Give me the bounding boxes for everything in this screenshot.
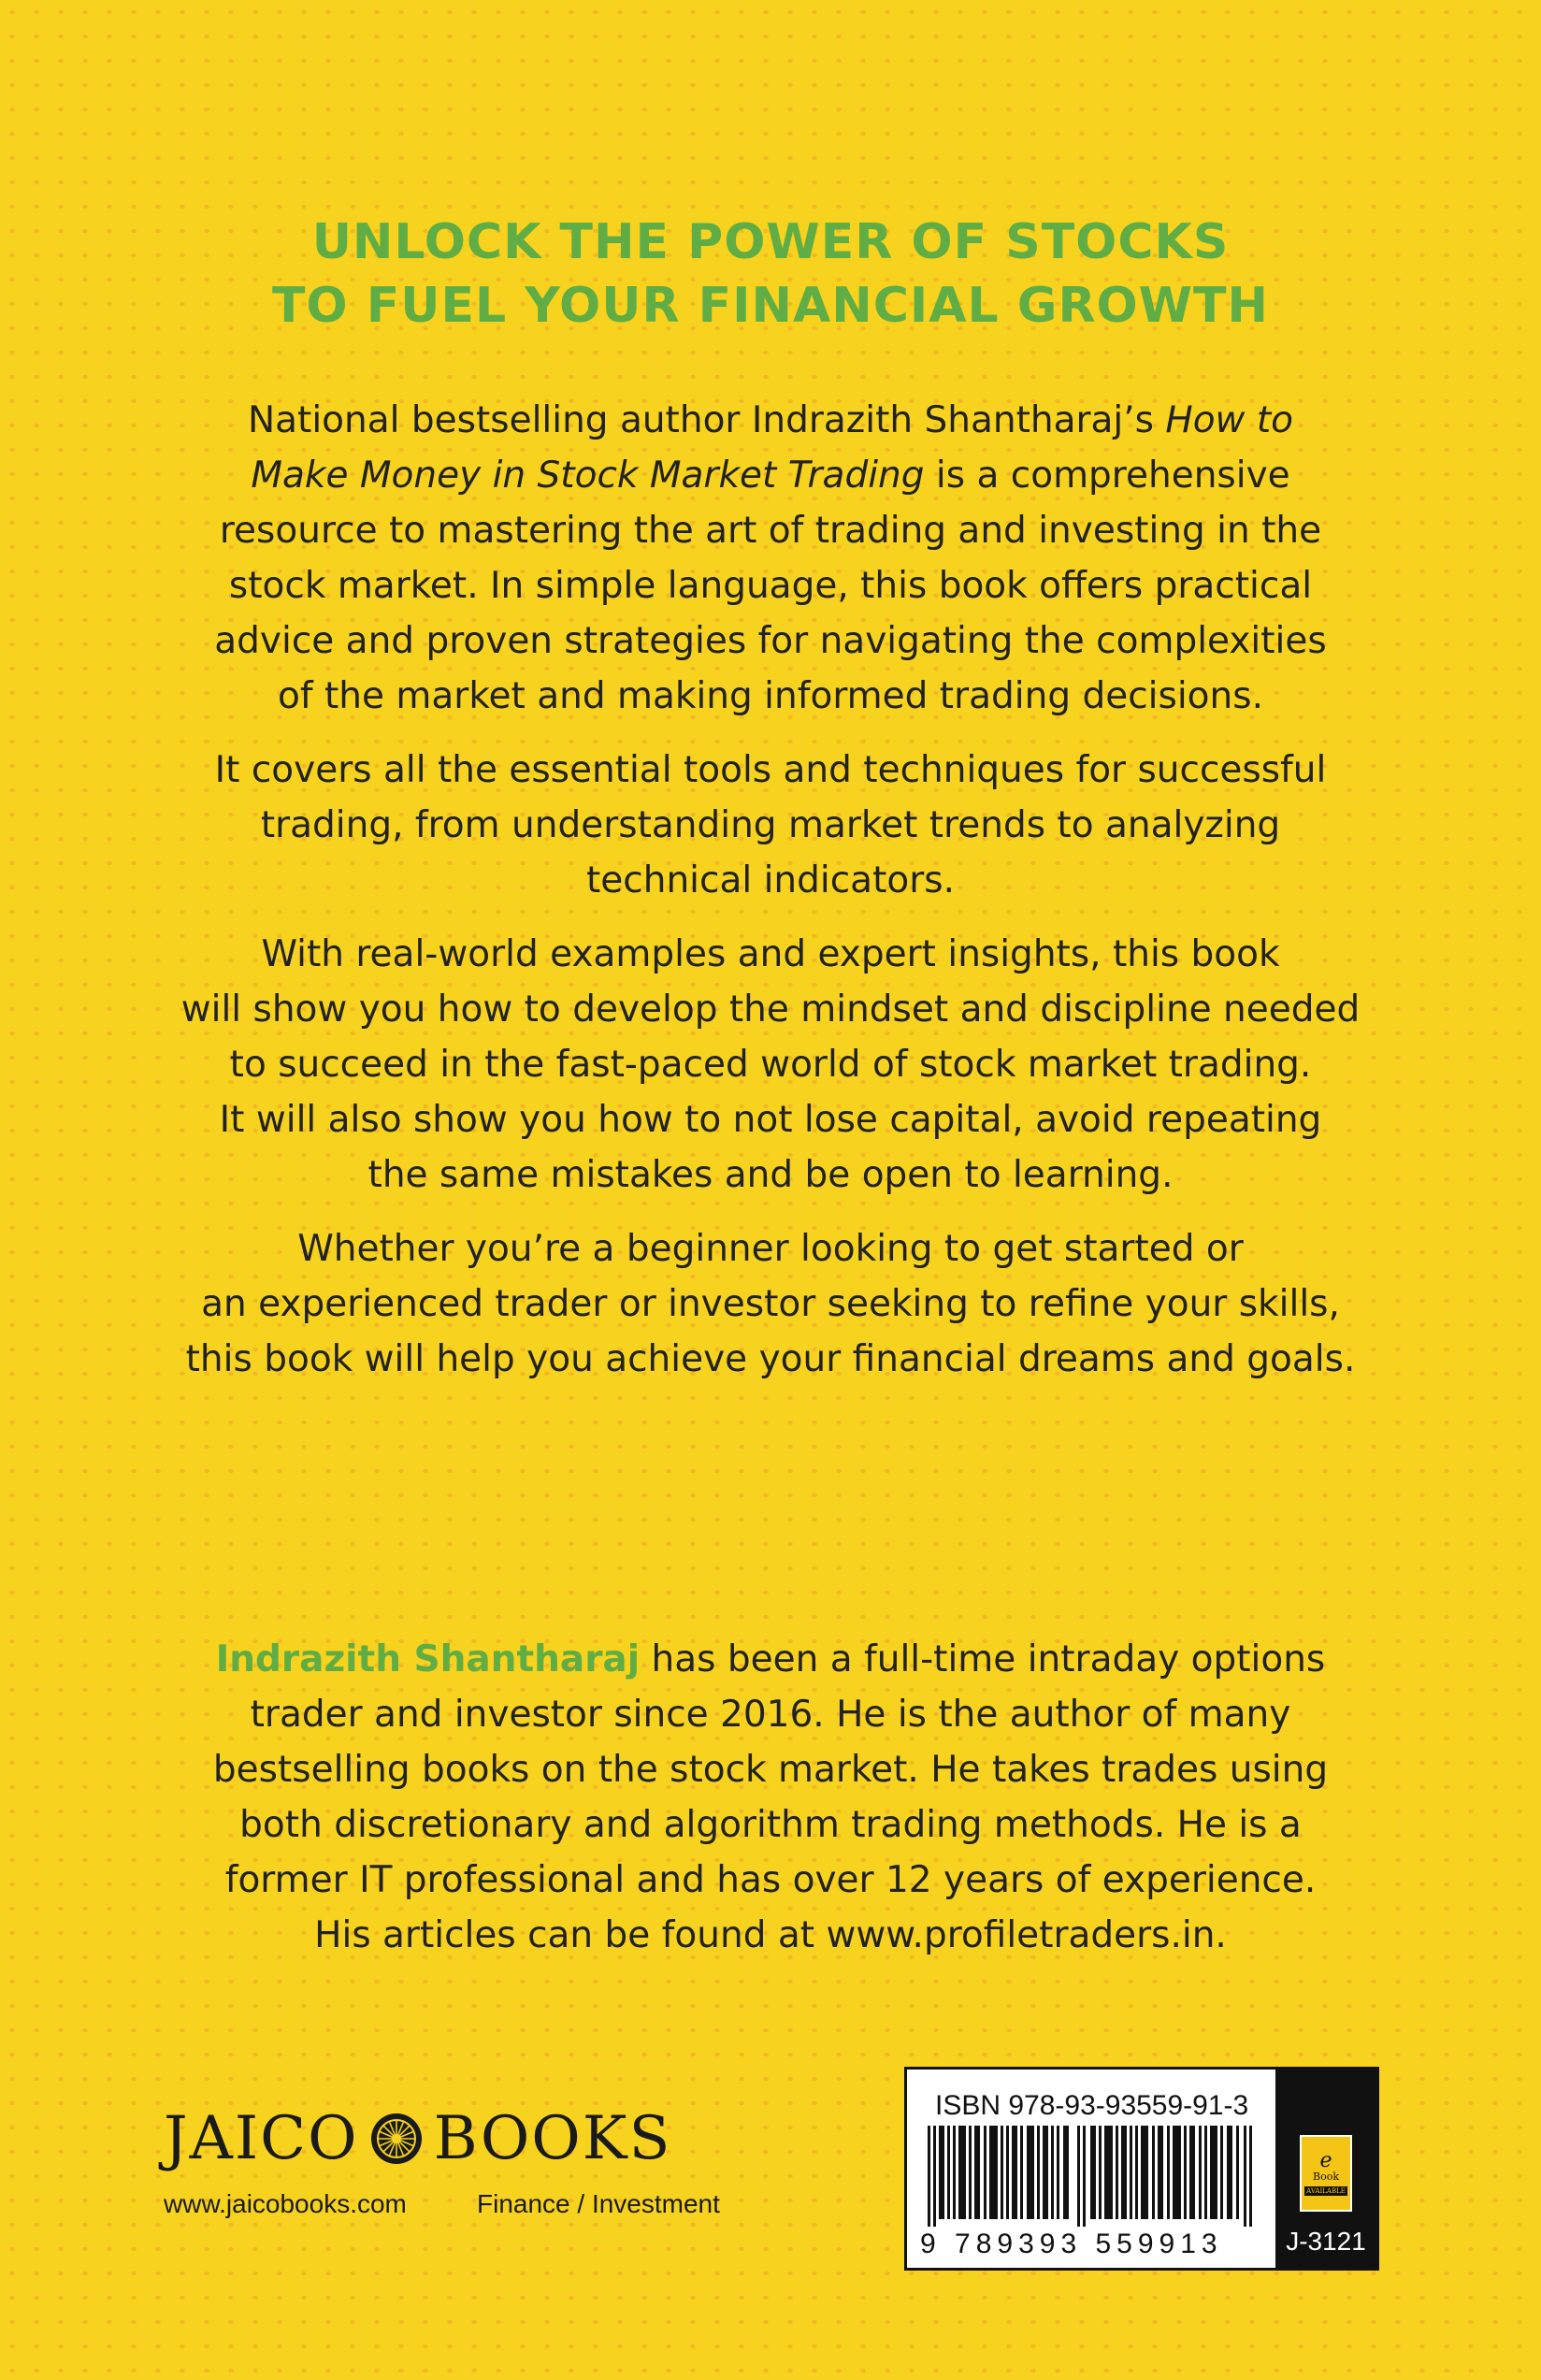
blurb-paragraph-3 — [140, 927, 1401, 1203]
blurb-line: Whether you’re a beginner looking to get started or — [297, 1228, 1244, 1270]
blurb-line: It will also show you how to not lose capital, avoid repeating — [219, 1099, 1322, 1141]
publisher-meta — [164, 2189, 762, 2219]
bio-line: both discretionary and algorithm trading methods. He is a — [239, 1804, 1302, 1846]
blurb-line: an experienced trader or investor seeking to refine your skills, — [201, 1283, 1340, 1325]
author-bio — [140, 1632, 1401, 1963]
blurb-line: trading, from understanding market trends to analyzing — [260, 804, 1281, 846]
blurb-line: With real-world examples and expert insights, this book — [261, 933, 1280, 975]
isbn-digits: 9 789393 559913 — [920, 2229, 1223, 2259]
blurb-text: is a comprehensive — [924, 454, 1290, 497]
publisher-website: www.jaicobooks.com — [164, 2189, 407, 2218]
ebook-badge-word: Book — [1313, 2171, 1339, 2183]
book-category: Finance / Investment — [477, 2189, 720, 2218]
blurb-line: this book will help you achieve your financial dreams and goals. — [185, 1338, 1356, 1380]
blurb-line: stock market. In simple language, this book offers practical — [228, 565, 1313, 607]
blurb-line: will show you how to develop the mindset and discipline needed — [180, 988, 1361, 1031]
blurb-paragraph-1 — [140, 393, 1401, 724]
headline — [0, 210, 1541, 338]
publisher-logo — [164, 2104, 762, 2173]
author-name: Indrazith Shantharaj — [215, 1638, 641, 1680]
blurb-line: advice and proven strategies for navigating the complexities — [214, 620, 1327, 662]
blurb-paragraph-4 — [140, 1221, 1401, 1387]
blurb-line: resource to mastering the art of trading and investing in the — [219, 510, 1322, 552]
barcode-icon — [928, 2126, 1255, 2227]
headline-line-2: TO FUEL YOUR FINANCIAL GROWTH — [271, 278, 1270, 334]
logo-word-left: JAICO — [164, 2104, 359, 2173]
book-title-italic: Make Money in Stock Market Trading — [251, 454, 925, 497]
blurb-line: to succeed in the fast-paced world of stock market trading. — [229, 1044, 1312, 1086]
code-tab — [1275, 2070, 1376, 2268]
logo-word-right: BOOKS — [433, 2104, 672, 2173]
blurb — [140, 393, 1401, 1406]
blurb-line: of the market and making informed trading decisions. — [278, 675, 1263, 717]
blurb-text: National bestselling author Indrazith Shantharaj’s — [247, 399, 1166, 441]
blurb-line: technical indicators. — [586, 859, 955, 902]
ebook-badge-letter: e — [1319, 2149, 1332, 2172]
blurb-line: the same mistakes and be open to learning. — [367, 1154, 1174, 1196]
bio-line: trader and investor since 2016. He is the author of many — [250, 1694, 1291, 1736]
ebook-badge-available: AVAILABLE — [1306, 2187, 1346, 2195]
blurb-line: It covers all the essential tools and techniques for successful — [214, 749, 1327, 791]
bio-text: has been a full-time intraday options — [640, 1638, 1326, 1680]
catalog-code: J-3121 — [1286, 2227, 1366, 2256]
book-title-italic: How to — [1165, 399, 1294, 441]
bio-line: His articles can be found at www.profiletraders.in. — [314, 1914, 1227, 1956]
isbn-barcode-box — [904, 2067, 1379, 2271]
bio-line: bestselling books on the stock market. He takes trades using — [212, 1749, 1329, 1791]
bio-line: former IT professional and has over 12 years of experience. — [224, 1859, 1317, 1901]
ebook-available-icon — [1300, 2135, 1352, 2212]
bio-line — [140, 1632, 1401, 1687]
publisher-block — [164, 2104, 762, 2219]
dharma-wheel-icon — [368, 2111, 425, 2167]
isbn-label: ISBN 978-93-93559-91-3 — [935, 2090, 1249, 2121]
headline-line-1: UNLOCK THE POWER OF STOCKS — [311, 214, 1230, 270]
blurb-line — [140, 393, 1401, 448]
blurb-paragraph-2 — [140, 743, 1401, 908]
blurb-line — [140, 448, 1401, 503]
